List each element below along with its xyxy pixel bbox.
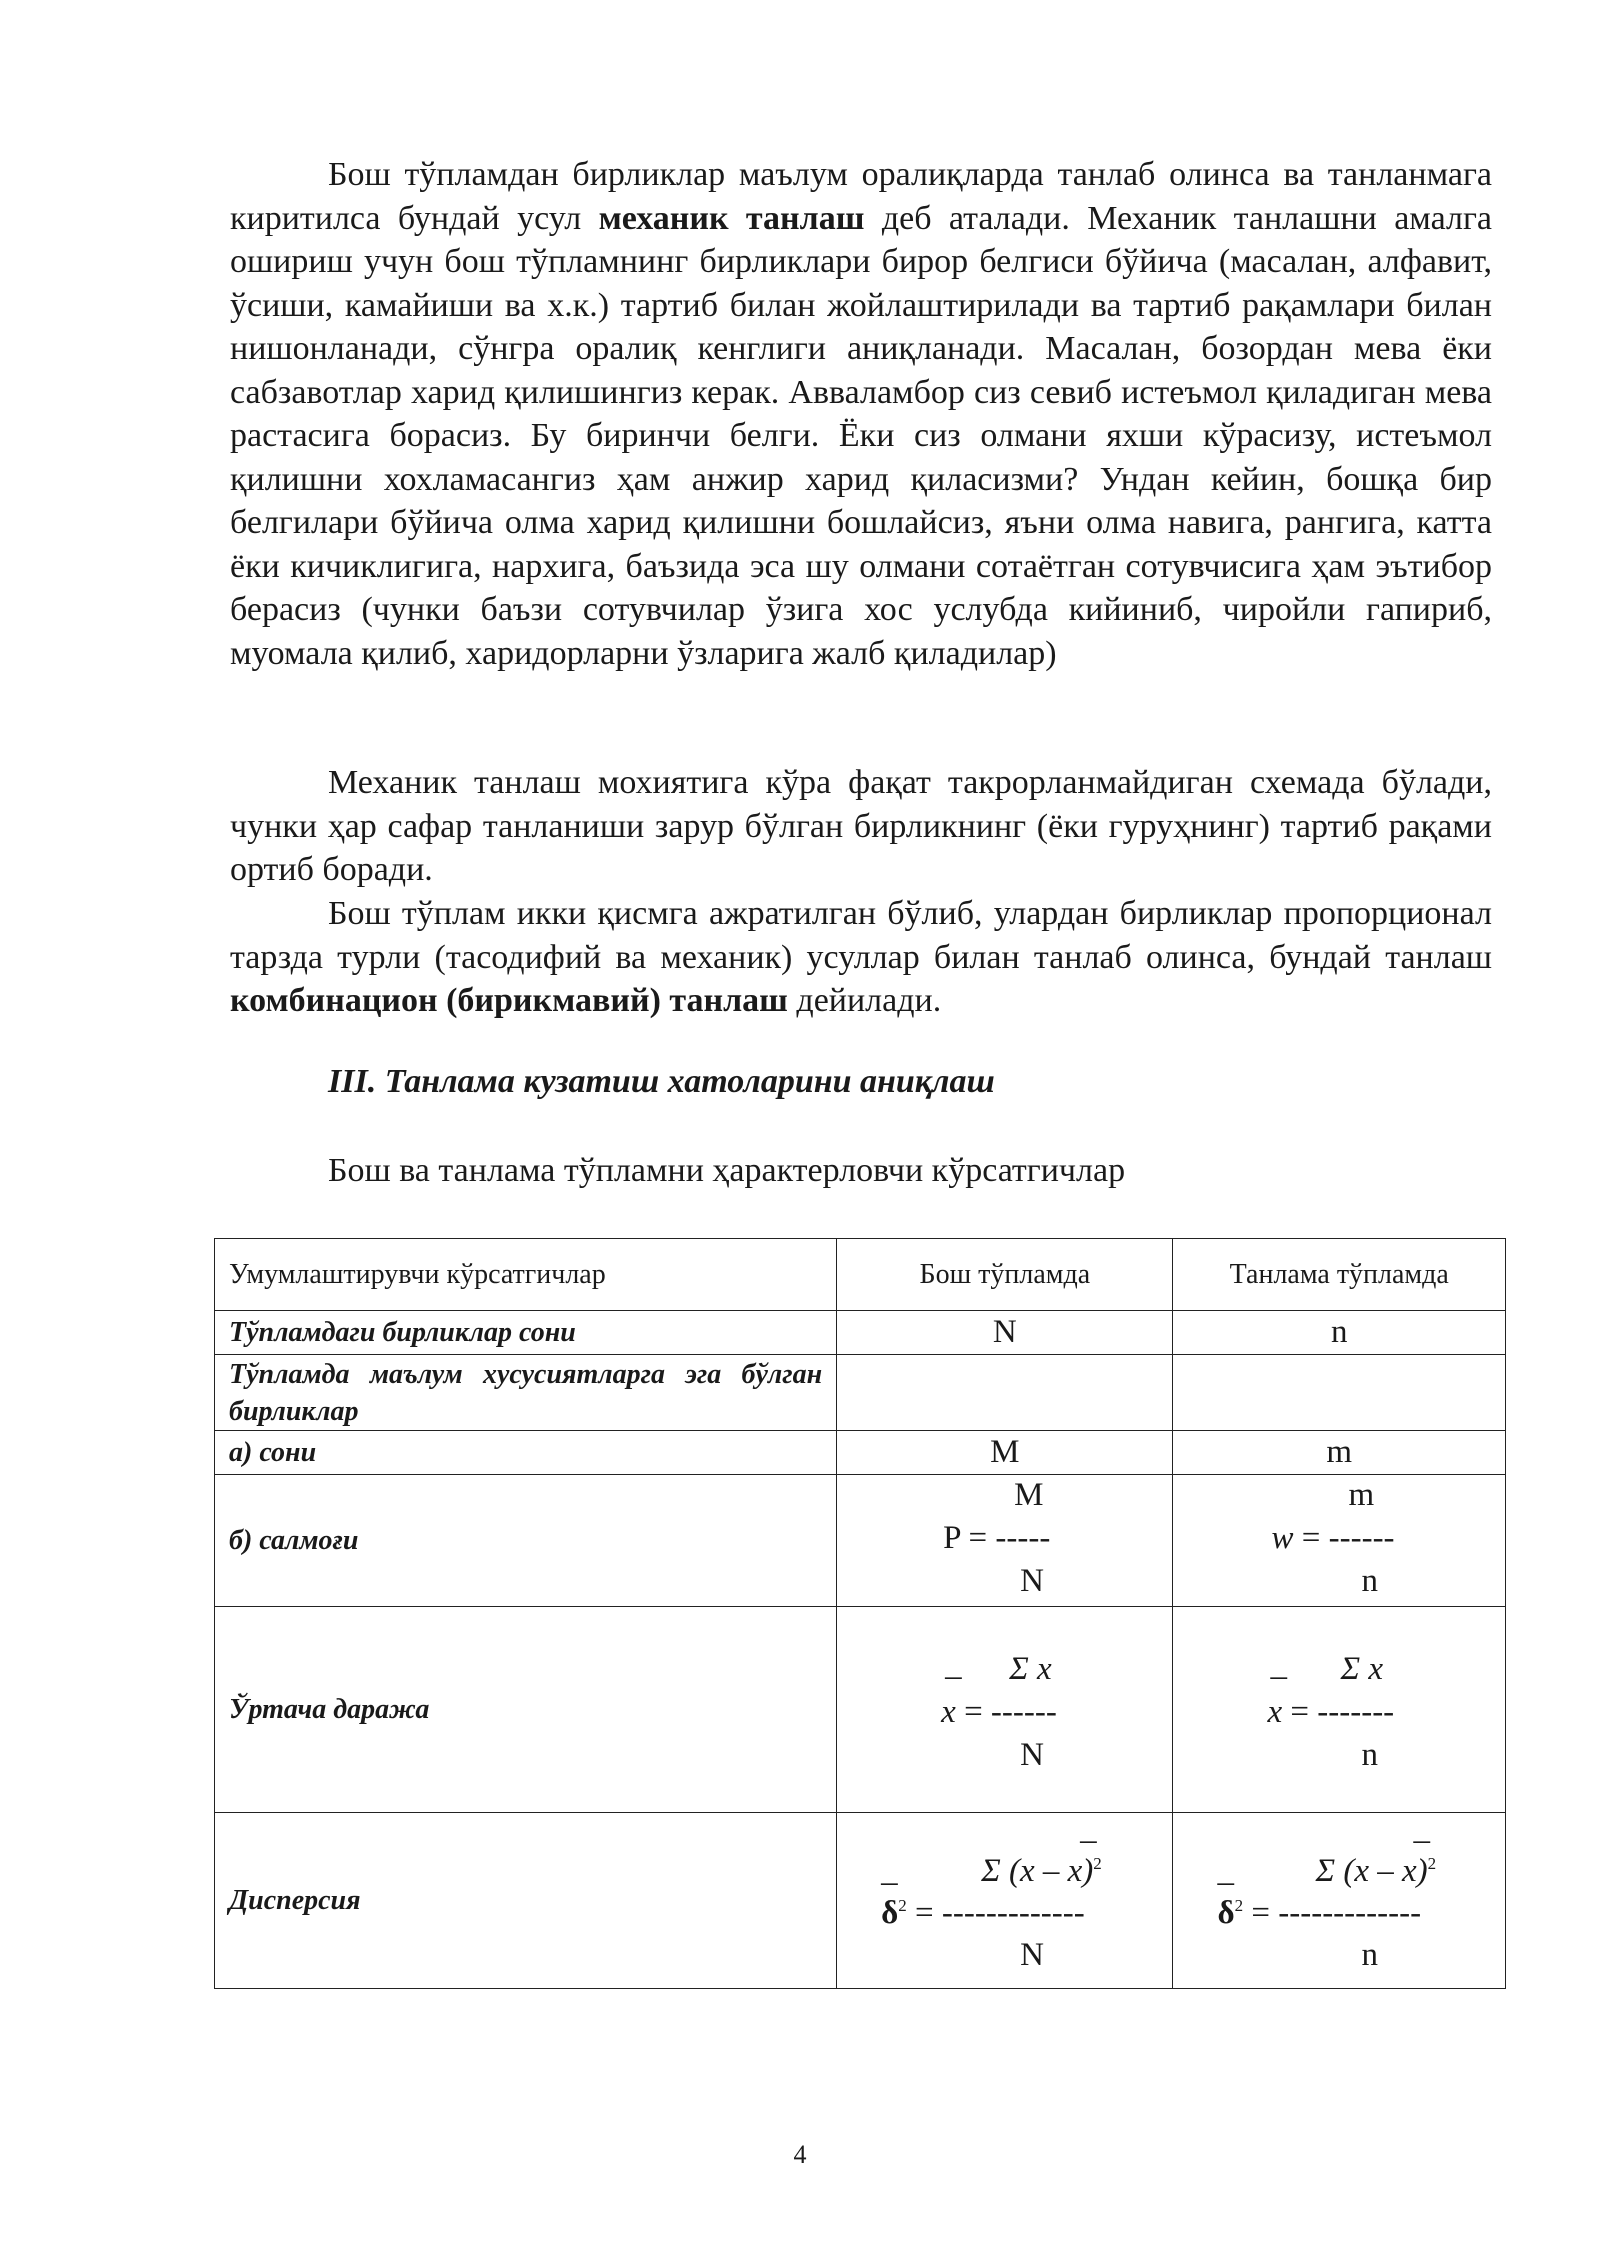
text-run: Механик танлаш мохиятига кўра фақат такрорланмайдиган схемада бўлади, чунки ҳар сафар танланиши зарур бўлган бирликнинг (ёки гуруҳнинг) тартиб рақами ортиб боради.: [230, 764, 1492, 888]
formula-sample-share: [1173, 1475, 1506, 1607]
table-row: [215, 1475, 1506, 1607]
formula-equation: x = -------: [1267, 1694, 1395, 1730]
formula-pop-variance: [837, 1813, 1173, 1989]
formula-bar: _: [881, 1853, 898, 1889]
bold-term: механик танлаш: [598, 199, 865, 237]
table-title: Бош ва танлама тўпламни ҳарактерловчи кўрсатгичлар: [328, 1152, 1126, 1189]
section-heading: III. Танлама кузатиш хатоларини аниқлаш: [328, 1063, 995, 1100]
formula-equation: $\delta^2$ = -------------: [1217, 1895, 1422, 1931]
table-row: [215, 1607, 1506, 1813]
row-label-units-with-feature: Тўпламда маълум хусусиятларга эга бўлган бирликлар: [215, 1355, 837, 1431]
indicators-table: [214, 1238, 1506, 1989]
formula-equation: $\delta^2$ = -------------: [881, 1895, 1085, 1931]
formula-denominator: N: [1020, 1937, 1044, 1973]
formula-numerator: m: [1348, 1477, 1375, 1513]
table-header-row: [215, 1239, 1506, 1311]
formula-bar: _: [1413, 1811, 1430, 1847]
formula-denominator: N: [1020, 1563, 1044, 1599]
formula-numerator: Σ (x – x)$^2$: [981, 1853, 1102, 1889]
text-run: Бош тўпламдан бирликлар маълум оралиқларда танлаб олинса ва танланмага киритилса бундай усул: [230, 156, 1492, 237]
paragraph-combination-sampling: [230, 892, 1492, 1023]
formula-denominator: n: [1361, 1737, 1378, 1773]
header-sample: Танлама тўпламда: [1173, 1239, 1506, 1311]
formula-bar: _: [1217, 1853, 1234, 1889]
table-row: [215, 1431, 1506, 1475]
formula-bar: _: [1270, 1647, 1287, 1683]
formula-pop-mean: [837, 1607, 1173, 1813]
text-run: дейилади.: [787, 982, 942, 1019]
header-indicators: Умумлаштирувчи кўрсатгичлар: [215, 1239, 837, 1311]
table-row: [215, 1813, 1506, 1989]
formula-equation: w = ------: [1271, 1520, 1395, 1556]
cell-sample-count: m: [1173, 1431, 1506, 1475]
cell-pop-units-count: N: [837, 1311, 1173, 1355]
cell-pop-count: M: [837, 1431, 1173, 1475]
formula-pop-share: [837, 1475, 1173, 1607]
paragraph-mechanical-sampling: [230, 153, 1492, 675]
formula-equation: P = -----: [943, 1520, 1051, 1556]
row-label-mean: Ўртача даража: [215, 1607, 837, 1813]
formula-numerator: M: [1014, 1477, 1044, 1513]
formula-bar: _: [1080, 1811, 1097, 1847]
formula-denominator: n: [1361, 1563, 1378, 1599]
header-population: Бош тўпламда: [837, 1239, 1173, 1311]
text-run: Бош тўплам икки қисмга ажратилган бўлиб, улардан бирликлар пропорционал тарзда турли (тасодифий ва механик) усуллар билан танлаб олинса, бундай танлаш: [230, 895, 1492, 976]
formula-denominator: n: [1361, 1937, 1378, 1973]
formula-numerator: Σ x: [1340, 1651, 1384, 1687]
paragraph-non-repeating-scheme: [230, 761, 1492, 892]
row-label-count: а) сони: [215, 1431, 837, 1475]
formula-denominator: N: [1020, 1737, 1044, 1773]
table-row: [215, 1311, 1506, 1355]
formula-sample-variance: [1173, 1813, 1506, 1989]
formula-numerator: Σ (x – x)$^2$: [1315, 1853, 1437, 1889]
row-label-units-count: Тўпламдаги бирликлар сони: [215, 1311, 837, 1355]
cell-empty: [1173, 1355, 1506, 1431]
page-number: 4: [793, 2140, 807, 2169]
row-label-variance: Дисперсия: [215, 1813, 837, 1989]
cell-empty: [837, 1355, 1173, 1431]
bold-term: комбинацион (бирикмавий) танлаш: [230, 982, 788, 1019]
formula-equation: x = ------: [941, 1694, 1057, 1730]
table-row: [215, 1355, 1506, 1431]
cell-sample-units-count: n: [1173, 1311, 1506, 1355]
text-run: деб аталади. Механик танлашни амалга ошириш учун бош тўпламнинг бирликлари бирор белгиси бўйича (масалан, алфавит, ўсиши, камайиши ва х.к.) тартиб билан жойлаштирилади ва тартиб рақамлари билан нишонланади, сўнгра оралиқ кенглиги аниқланади. Масалан, бозордан мева ёки сабзавотлар харид қилишингиз керак. Авваламбор сиз севиб истеъмол қиладиган мева растасига борасиз. Бу биринчи белги. Ёки сиз олмани яхши кўрасизу, истеъмол қилишни хохламасангиз ҳам анжир харид қиласизми? Ундан кейин, бошқа бир белгилари бўйича олма харид қилишни бошлайсиз, яъни олма навига, рангига, катта ёки кичиклигига, нархига, баъзида эса шу олмани сотаётган сотувчисига ҳам эътибор берасиз (чунки баъзи сотувчилар ўзига хос услубда кийиниб, чиройли гапириб, муомала қилиб, харидорларни ўзларига жалб қиладилар): [230, 199, 1492, 672]
formula-numerator: Σ x: [1009, 1651, 1052, 1687]
formula-sample-mean: [1173, 1607, 1506, 1813]
formula-bar: _: [945, 1647, 962, 1683]
row-label-share: б) салмоғи: [215, 1475, 837, 1607]
